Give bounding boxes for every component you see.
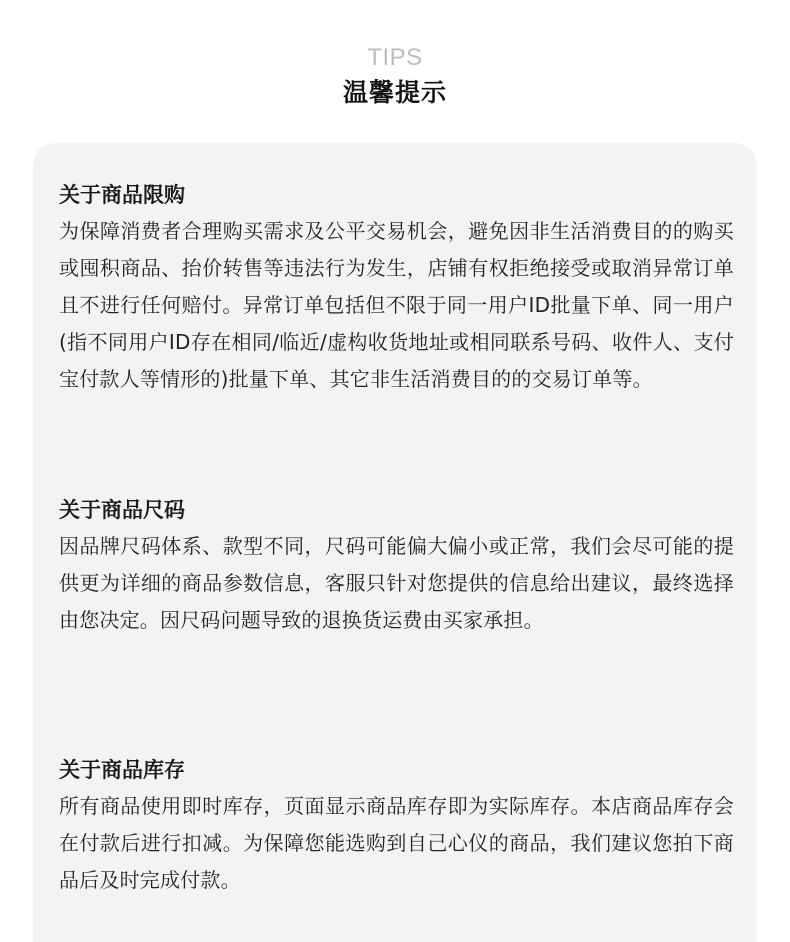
section-purchase-limit [59,180,734,398]
section-stock [59,755,734,899]
section-title: 关于商品库存 [59,758,185,782]
section-body: 所有商品使用即时库存，页面显示商品库存即为实际库存。本店商品库存会在付款后进行扣减。为保障您能选购到自己心仪的商品，我们建议您拍下商品后及时完成付款。 [59,794,734,892]
tips-heading-en: TIPS [367,44,423,71]
tips-header [0,44,790,110]
section-body: 为保障消费者合理购买需求及公平交易机会，避免因非生活消费目的的购买或囤积商品、抬价转售等违法行为发生，店铺有权拒绝接受或取消异常订单且不进行任何赔付。异常订单包括但不限于同一用户ID批量下单、同一用户(指不同用户ID存在相同/临近/虚构收货地址或相同联系号码、收件人、支付宝付款人等情形的)批量下单、其它非生活消费目的的交易订单等。 [59,219,734,391]
tips-heading-cn: 温馨提示 [342,78,447,107]
section-title: 关于商品尺码 [59,498,185,522]
section-body: 因品牌尺码体系、款型不同，尺码可能偏大偏小或正常，我们会尽可能的提供更为详细的商品参数信息，客服只针对您提供的信息给出建议，最终选择由您决定。因尺码问题导致的退换货运费由买家承担。 [59,534,734,632]
tips-card [33,143,757,942]
section-title: 关于商品限购 [59,183,185,207]
section-size [59,495,734,639]
